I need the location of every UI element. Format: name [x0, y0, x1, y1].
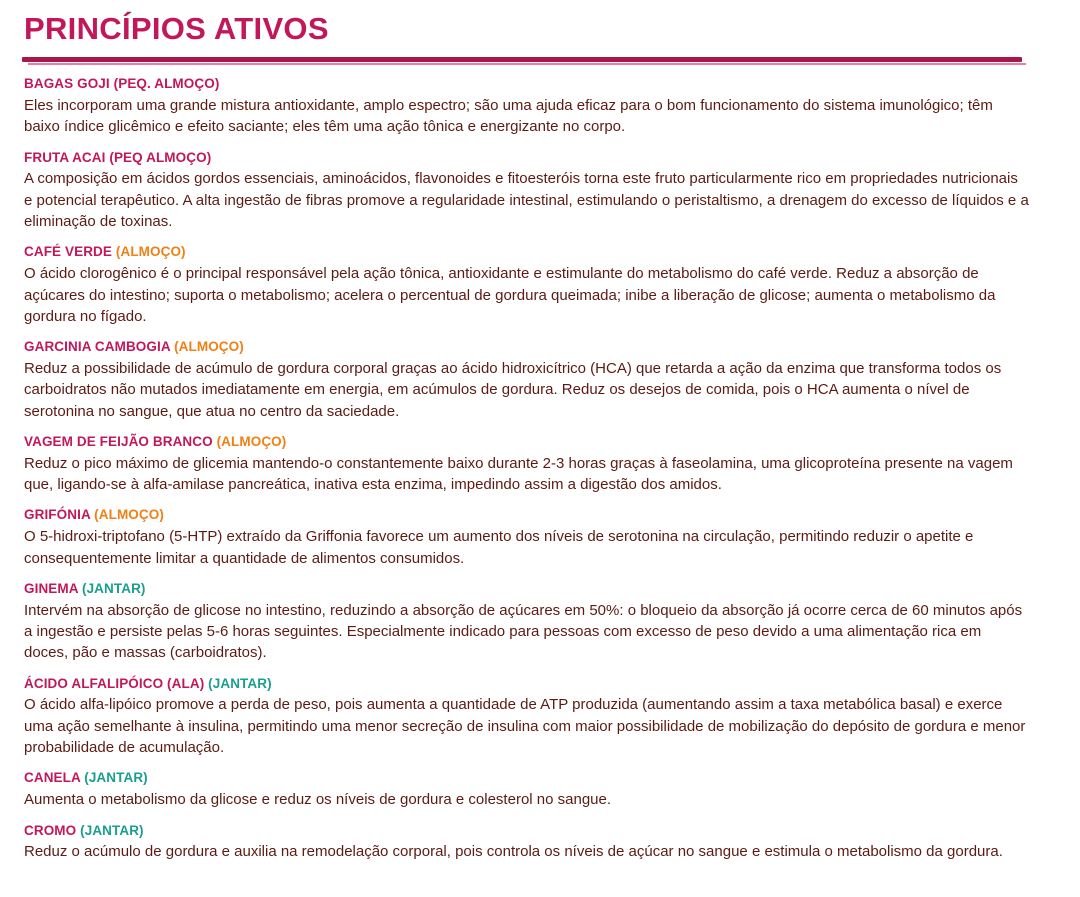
section-heading-name: VAGEM DE FEIJÃO BRANCO [24, 433, 213, 449]
ingredient-section [24, 676, 1056, 759]
section-meal-tag: (ALMOÇO) [174, 339, 244, 355]
ingredient-section [24, 581, 1056, 664]
section-body-text: O 5-hidroxi-triptofano (5-HTP) extraído da Griffonia favorece um aumento dos níveis de serotonina na circulação, permitindo reduzir o apetite e consequentemente limitar a quantidade de alimentos consumidos. [24, 528, 974, 567]
section-heading-name: GARCINIA CAMBOGIA [24, 339, 171, 355]
section-body-text: Reduz o pico máximo de glicemia mantendo-o constantemente baixo durante 2-3 horas graças à faseolamina, uma glicoproteína presente na vagem que, ligando-se à alfa-amilase pancreática, inativa esta enzima, impedindo assim a digestão dos amidos. [24, 454, 1013, 494]
section-heading-name: ÁCIDO ALFALIPÓICO (ALA) [24, 675, 205, 691]
section-heading-name: CAFÉ VERDE [24, 244, 113, 260]
section-heading [24, 150, 1056, 167]
ingredient-section [24, 434, 1056, 495]
section-meal-tag: (JANTAR) [208, 675, 272, 691]
section-heading [24, 244, 1056, 261]
section-heading-name: GINEMA [24, 580, 79, 596]
section-body-text: O ácido clorogênico é o principal responsável pela ação tônica, antioxidante e estimulante do metabolismo do café verde. Reduz a absorção de açúcares do intestino; suporta o metabolismo; acelera o percentual de gordura queimada; inibe a liberação de glicose; aumenta o metabolismo da gordura no fígado. [24, 265, 996, 325]
section-heading [24, 76, 1056, 93]
page-title: PRINCÍPIOS ATIVOS [24, 11, 329, 46]
section-body-text: Intervém na absorção de glicose no intestino, reduzindo a absorção de açúcares em 50%: o bloqueio da absorção já ocorre cerca de 60 minutos após a ingestão e persiste pelas 5-6 horas seguintes. Especialmente indicado para pessoas com excesso de peso devido a uma alimentação rica em doces, pão e massas (carboidratos). [24, 601, 1023, 662]
section-body-text: Aumenta o metabolismo da glicose e reduz os níveis de gordura e colesterol no sangue. [24, 791, 612, 809]
divider-bar-main [22, 57, 1022, 62]
sections-container [0, 66, 1080, 863]
section-body-text: A composição em ácidos gordos essenciais, aminoácidos, flavonoides e fitoesteróis torna este fruto particularmente rico em propriedades nutricionais e potencial terapêutico. A alta ingestão de fibras promove a regularidade intestinal, estimulando o peristaltismo, a drenagem do excesso de líquidos e a eliminação de toxinas. [24, 170, 1029, 231]
ingredient-section [24, 823, 1056, 863]
section-heading-name: CANELA [24, 770, 81, 786]
section-meal-tag: (JANTAR) [81, 580, 146, 596]
section-meal-tag: (JANTAR) [84, 770, 148, 786]
section-meal-tag: (PEQ. ALMOÇO) [113, 76, 220, 92]
section-heading [24, 507, 1056, 524]
section-meal-tag: (JANTAR) [80, 822, 144, 838]
section-body-text: O ácido alfa-lipóico promove a perda de peso, pois aumenta a quantidade de ATP produzida (aumentando assim a taxa metabólica basal) e exerce uma ação semelhante à insulina, permitindo uma menor secreção de insulina com maior possibilidade de mobilização do depósito de gordura e menor probabilidade de acumulação. [24, 696, 1026, 757]
ingredient-section [24, 507, 1056, 568]
ingredient-section [24, 76, 1056, 137]
section-heading [24, 676, 1056, 693]
ingredient-section [24, 244, 1056, 327]
section-heading [24, 339, 1056, 356]
section-meal-tag: (PEQ ALMOÇO) [109, 149, 212, 165]
title-block [0, 0, 1080, 46]
section-heading [24, 434, 1056, 451]
ingredient-section [24, 150, 1056, 233]
section-meal-tag: (ALMOÇO) [216, 433, 287, 449]
section-heading [24, 581, 1056, 598]
divider-bar-sub [28, 63, 1026, 65]
section-heading-name: FRUTA ACAI [24, 149, 106, 165]
section-meal-tag: (ALMOÇO) [115, 244, 186, 260]
section-heading-name: BAGAS GOJI [24, 76, 110, 92]
section-heading [24, 770, 1056, 787]
title-divider [22, 57, 1022, 66]
section-body-text: Eles incorporam uma grande mistura antioxidante, amplo espectro; são uma ajuda eficaz para o bom funcionamento do sistema imunológico; têm baixo índice glicêmico e efeito saciante; eles têm uma ação tônica e energizante no corpo. [24, 96, 993, 136]
section-meal-tag: (ALMOÇO) [94, 507, 164, 523]
section-body-text: Reduz o acúmulo de gordura e auxilia na remodelação corporal, pois controla os níveis de açúcar no sangue e estimula o metabolismo da gordura. [24, 843, 1003, 861]
ingredient-section [24, 770, 1056, 810]
ingredient-section [24, 339, 1056, 422]
section-body-text: Reduz a possibilidade de acúmulo de gordura corporal graças ao ácido hidroxicítrico (HCA) que retarda a ação da enzima que transforma todos os carboidratos não mutados imediatamente em energia, em acúmulos de gordura. Reduz os desejos de comida, pois o HCA aumenta o nível de serotonina no sangue, que atua no centro da saciedade. [24, 359, 1002, 420]
section-heading-name: GRIFÓNIA [24, 507, 91, 523]
section-heading-name: CROMO [24, 822, 77, 838]
section-heading [24, 823, 1056, 840]
